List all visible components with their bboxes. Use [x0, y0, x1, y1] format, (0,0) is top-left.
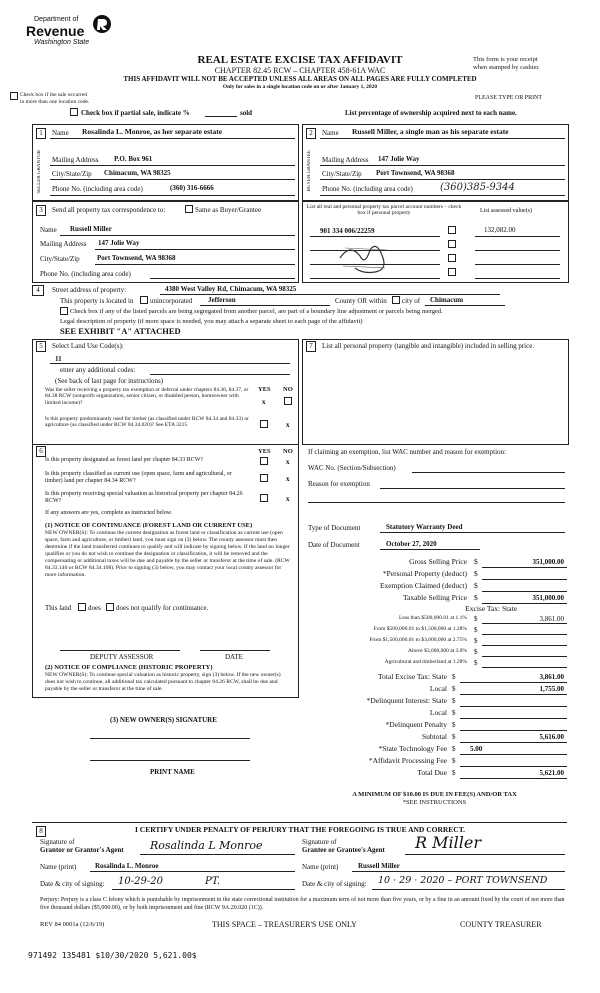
buyer-side-label: BUYER GRANTEE	[307, 150, 312, 192]
gross-selling-price[interactable]: 351,000.00	[532, 558, 564, 566]
doc-type[interactable]: Statutory Warranty Deed	[386, 523, 463, 531]
doc-date[interactable]: October 27, 2020	[386, 540, 437, 548]
minimum-note: A MINIMUM OF $10.00 IS DUE IN FEE(S) AND/OR TAX	[352, 791, 517, 798]
s6-q3-no[interactable]: x	[286, 495, 290, 503]
total-label: *Delinquent Penalty	[385, 720, 447, 729]
grantor-signature[interactable]: Rosalinda L Monroe	[150, 839, 263, 852]
partial-pct-field[interactable]	[205, 116, 237, 117]
wac-label: WAC No. (Section/Subsection)	[308, 464, 396, 472]
taxable-selling-price[interactable]: 351,000.00	[532, 594, 564, 602]
personal-prop-check-2[interactable]	[448, 240, 456, 248]
grantor-name-label: Name (print)	[40, 863, 77, 871]
total-label: Subtotal	[421, 732, 447, 741]
s6-num: 6	[36, 446, 46, 457]
s6-yes: YES	[258, 448, 271, 455]
s4-num: 4	[32, 285, 44, 296]
receipt-line: 971492 135481 $10/30/2020 5,621.00$	[28, 951, 197, 960]
county-value[interactable]: Jefferson	[208, 296, 236, 304]
grantor-date-label: Date & city of signing:	[40, 880, 105, 888]
please-type: PLEASE TYPE OR PRINT	[475, 95, 543, 101]
seller-city-label: City/State/Zip	[52, 170, 92, 178]
dor-logo	[20, 14, 110, 58]
total-label: *State Technology Fee	[378, 744, 447, 753]
seller-name[interactable]: Rosalinda L. Monroe, as her separate estate	[82, 127, 223, 136]
total-label: Total Due	[417, 768, 447, 777]
s3-name[interactable]: Russell Miller	[70, 225, 112, 233]
s5-q2-yes-check[interactable]	[260, 420, 268, 428]
personal-prop-check-4[interactable]	[448, 268, 456, 276]
form-title: REAL ESTATE EXCISE TAX AFFIDAVIT	[197, 54, 403, 66]
grantor-date[interactable]: 10-29-20	[118, 876, 163, 887]
total-due[interactable]: 5,621.00	[539, 769, 564, 777]
s5-num: 5	[36, 341, 46, 352]
same-as-buyer-label: Same as Buyer/Grantee	[195, 206, 262, 214]
buyer-mail[interactable]: 147 Jolie Way	[378, 155, 420, 163]
seller-mail[interactable]: P.O. Box 961	[114, 155, 153, 163]
deputy-label: DEPUTY ASSESSOR	[90, 653, 154, 661]
total-label: Total Excise Tax: State	[377, 672, 447, 681]
reason-label: Reason for exemption	[308, 480, 370, 488]
sold-label: sold	[240, 109, 253, 117]
calc-label: Gross Selling Price	[409, 557, 467, 566]
form-warning: THIS AFFIDAVIT WILL NOT BE ACCEPTED UNLESS ALL AREAS ON ALL PAGES ARE FULLY COMPLETED	[123, 75, 477, 83]
street-address[interactable]: 4380 West Valley Rd, Chimacum, WA 98325	[165, 285, 297, 293]
tier-label: From $1,500,000.01 to $3,000,000 at 2.75%	[369, 637, 467, 643]
notice2-title: (2) NOTICE OF COMPLIANCE (HISTORIC PROPERTY)	[45, 664, 213, 671]
not-qualify-label: does not qualify for continuance.	[116, 604, 209, 612]
s5-q1-yes[interactable]: x	[262, 398, 266, 406]
receipt-note1: This form is your receipt	[473, 56, 538, 63]
located-label: This property is located in	[60, 297, 134, 305]
partial-sale-label: Check box if partial sale, indicate %	[81, 109, 190, 117]
tier-label: From $500,000.01 to $1,500,000 at 1.28%	[373, 626, 467, 632]
total-label: *Delinquent Interest: State	[366, 696, 447, 705]
buyer-phone[interactable]: (360)385-9344	[440, 182, 515, 193]
segregated-label: Check box if any of the listed parcels are being segregated from another parcel, are part of a boundary line adjustment or parcels being merged.	[70, 308, 443, 315]
seller-mail-label: Mailing Address	[52, 156, 99, 164]
print-name-label: PRINT NAME	[150, 768, 195, 776]
s6-q1-yes-check[interactable]	[260, 457, 268, 465]
grantee-date-city[interactable]: 10 · 29 · 2020 – PORT TOWNSEND	[378, 875, 548, 886]
notice2-body: NEW OWNER(S): To continue special valuation as historic property, sign (3) below. If the new owner(s) does not wish to continue, all additional tax calculated pursuant to chapter 84.26 RCW, shall be due and payable by the seller or transferor at the time of sale.	[45, 672, 281, 692]
seller-phone-label: Phone No. (including area code)	[52, 185, 143, 193]
parcel-number[interactable]: 901 334 006/22259	[320, 227, 375, 235]
grantee-name-label: Name (print)	[302, 863, 339, 871]
segregated-check[interactable]	[60, 307, 68, 315]
grantee-sig-label2: Grantee or Grantee's Agent	[302, 846, 385, 854]
s5-yes: YES	[258, 386, 271, 393]
state-tech-fee[interactable]: 5.00	[470, 745, 483, 753]
seller-name-label: Name	[52, 129, 69, 137]
personal-prop-section	[302, 339, 569, 445]
s3-mail-label: Mailing Address	[40, 240, 87, 248]
land-use-label: Select Land Use Code(s):	[52, 342, 124, 350]
seller-side-label: SELLER GRANTOR	[37, 150, 42, 194]
personal-prop-check-3[interactable]	[448, 254, 456, 262]
parcel-header: List all real and personal property tax parcel account numbers – check box if personal property	[306, 204, 462, 217]
exhibit-text: SEE EXHIBIT "A" ATTACHED	[60, 326, 181, 336]
tier-1-value[interactable]: 3,861.00	[539, 615, 564, 623]
s6-q3: Is this property receiving special valuation as historical property per chapter 84.26 RCW?	[45, 491, 243, 504]
excise-state-label: Excise Tax: State	[465, 604, 517, 613]
dept-line2: Revenue	[26, 23, 85, 39]
seller-phone[interactable]: (360) 316-6666	[170, 184, 214, 192]
s5-q1-no-check[interactable]	[284, 397, 292, 405]
total-excise-state[interactable]: 3,861.00	[539, 673, 564, 681]
list-pct-note: List percentage of ownership acquired next to each name.	[345, 109, 517, 117]
city-value[interactable]: Chimacum	[430, 296, 464, 304]
doc-type-label: Type of Document	[308, 524, 361, 532]
additional-label: enter any additional codes:	[60, 366, 136, 374]
grantor-sig-label1: Signature of	[40, 838, 75, 846]
unincorporated-label: unincorporated	[150, 297, 193, 305]
s5-no: NO	[283, 386, 293, 393]
tier-label: Above $3,000,000 at 3.0%	[408, 648, 467, 654]
does-check[interactable]	[78, 603, 86, 611]
assessed-header: List assessed value(s)	[480, 208, 532, 214]
buyer-city[interactable]: Port Townsend, WA 98368	[376, 169, 455, 177]
buyer-name-label: Name	[322, 129, 339, 137]
s6-no: NO	[283, 448, 293, 455]
s7-num: 7	[306, 341, 316, 352]
buyer-phone-label: Phone No. (including area code)	[322, 185, 413, 193]
notice1-title: (1) NOTICE OF CONTINUANCE (FOREST LAND OR CURRENT USE)	[45, 522, 253, 529]
if-yes-text: If any answers are yes, complete as instructed below.	[45, 510, 173, 516]
city-of-label: city of	[402, 297, 421, 305]
dept-line3: Washington State	[34, 39, 90, 46]
street-label: Street address of property:	[52, 286, 127, 294]
total-label: Local	[429, 684, 447, 693]
unincorporated-check[interactable]	[140, 296, 148, 304]
this-land-label: This land	[45, 604, 72, 612]
receipt-note2: when stamped by cashier.	[473, 64, 540, 71]
s8-num: 8	[36, 826, 46, 837]
county-treasurer: COUNTY TREASURER	[460, 920, 542, 929]
doc-date-label: Date of Document	[308, 541, 360, 549]
calc-label: *Personal Property (deduct)	[382, 569, 467, 578]
seller-num: 1	[36, 128, 46, 139]
grantor-name-print[interactable]: Rosalinda L. Monroe	[95, 862, 159, 870]
s6-q1-no[interactable]: x	[286, 458, 290, 466]
s5-q1: Was the seller receiving a property tax exemption or deferral under chapters 84.36, 84.37, or 84.38 RCW (nonprofit organization, senior citizen, or disabled person, homeowner with limited income)?	[45, 387, 249, 406]
grantee-date-label: Date & city of signing:	[302, 880, 367, 888]
form-number: REV 84 0001a (12/6/19)	[40, 921, 105, 928]
multi-location-label: Check box if the sale occurred	[20, 92, 88, 98]
same-as-buyer-check[interactable]	[185, 205, 193, 213]
tier-label: Agricultural and timberland at 1.28%	[384, 659, 467, 665]
see-instructions: *SEE INSTRUCTIONS	[402, 799, 467, 806]
s6-q1: Is this property designated as forest land per chapter 84.33 RCW?	[45, 457, 204, 463]
not-qualify-check[interactable]	[106, 603, 114, 611]
dor-emblem-icon	[92, 14, 112, 34]
seller-city[interactable]: Chimacum, WA 98325	[104, 169, 171, 177]
s6-q2-no[interactable]: x	[286, 475, 290, 483]
total-label: Local	[429, 708, 447, 717]
treasurer-stamp-icon	[335, 238, 395, 278]
county-label: County OR within	[335, 297, 387, 305]
send-label: Send all property tax correspondence to:	[52, 206, 166, 214]
buyer-num: 2	[306, 128, 316, 139]
tier-label: Less than $500,000.01 at 1.1%	[399, 615, 467, 621]
city-check[interactable]	[392, 296, 400, 304]
multi-location-check[interactable]	[10, 92, 18, 100]
s7-text: List all personal property (tangible and intangible) included in selling price.	[322, 342, 535, 350]
s6-q2-yes-check[interactable]	[260, 474, 268, 482]
s3-city[interactable]: Port Townsend, WA 98368	[97, 254, 176, 262]
date-label: DATE	[225, 653, 243, 661]
total-label: *Affidavit Processing Fee	[368, 756, 447, 765]
s3-mail[interactable]: 147 Jolie Way	[98, 239, 140, 247]
treasurer-space: THIS SPACE – TREASURER'S USE ONLY	[212, 920, 357, 929]
personal-prop-check-1[interactable]	[448, 226, 456, 234]
partial-sale-check[interactable]	[70, 108, 78, 116]
s3-name-label: Name	[40, 226, 57, 234]
dept-line1: Department of	[34, 16, 79, 23]
s5-q2-no[interactable]: x	[286, 421, 290, 429]
buyer-city-label: City/State/Zip	[322, 170, 362, 178]
buyer-name[interactable]: Russell Miller, a single man as his separate estate	[352, 127, 509, 136]
grantor-sig-label2: Grantor or Grantor's Agent	[40, 846, 124, 854]
certify-text: I CERTIFY UNDER PENALTY OF PERJURY THAT THE FOREGOING IS TRUE AND CORRECT.	[135, 825, 466, 834]
buyer-mail-label: Mailing Address	[322, 156, 369, 164]
total-excise-local[interactable]: 1,755.00	[539, 685, 564, 693]
s3-city-label: City/State/Zip	[40, 255, 80, 263]
sig3-label: (3) NEW OWNER(S) SIGNATURE	[110, 716, 217, 724]
s5-q2: Is this property predominantly used for timber (as classified under RCW 84.34 and 84.33) or agriculture (as classified under RCW 84.34.020)? See ETA 3215	[45, 416, 249, 429]
subtotal[interactable]: 5,616.00	[539, 733, 564, 741]
s3-num: 3	[36, 205, 46, 216]
notice1-body: NEW OWNER(S): To continue the current designation as forest land or classification as current use (open space, farm and agriculture, or timber) land, you must sign on (3) below. The county assessor must then determine if the land transferred continues to qualify and will indicate by signing below. If the land no longer qualifies or you do not wish to continue the designation or classification, it will be removed and the compensating or additional taxes will be due and payable by the seller or transferor at the time of sale. (RCW 84.33.140 or RCW 84.34.108). Prior to signing (3) below, you may contact your local county assessor for more information.	[45, 530, 290, 578]
does-label: does	[88, 604, 101, 612]
grantee-sig-label1: Signature of	[302, 838, 337, 846]
calc-label: Taxable Selling Price	[402, 593, 467, 602]
exempt-label: If claiming an exemption, list WAC number and reason for exemption:	[308, 448, 506, 456]
legal-label: Legal description of property (if more space is needed, you may attach a separate sheet to each page of the affidavit)	[60, 318, 363, 325]
form-only-for: Only for sales in a single location code on or after January 1, 2020	[222, 84, 378, 90]
s3-phone-label: Phone No. (including area code)	[40, 270, 131, 278]
assessed-value[interactable]: 132,082.00	[484, 226, 516, 234]
perjury-text	[40, 897, 565, 913]
grantee-name-print[interactable]: Russell Miller	[358, 862, 400, 870]
perjury-body: Perjury: Perjury is a class C felony which is punishable by imprisonment in the state correctional institution for a maximum term of not more than five years, or by a fine in an amount fixed by the court of not more than five thousand dollars ($5,000.00), or by both imprisonment and fine (RCW 9A.20.020 (1C)).	[40, 897, 565, 911]
land-use-code[interactable]: 11	[55, 355, 62, 363]
grantee-signature[interactable]: R Miller	[415, 833, 481, 852]
see-back: (See back of last page for instructions)	[55, 377, 164, 385]
form-chapter: CHAPTER 82.45 RCW – CHAPTER 458-61A WAC	[214, 66, 386, 75]
s6-q3-yes-check[interactable]	[260, 494, 268, 502]
s6-q2: Is this property classified as current use (open space, farm and agricultural, or timber) land per chapter 84.34 RCW?	[45, 471, 232, 484]
multi-location-label2: in more than one location code.	[20, 99, 90, 105]
grantor-city[interactable]: PT.	[205, 876, 221, 887]
calc-label: Exemption Claimed (deduct)	[379, 581, 467, 590]
